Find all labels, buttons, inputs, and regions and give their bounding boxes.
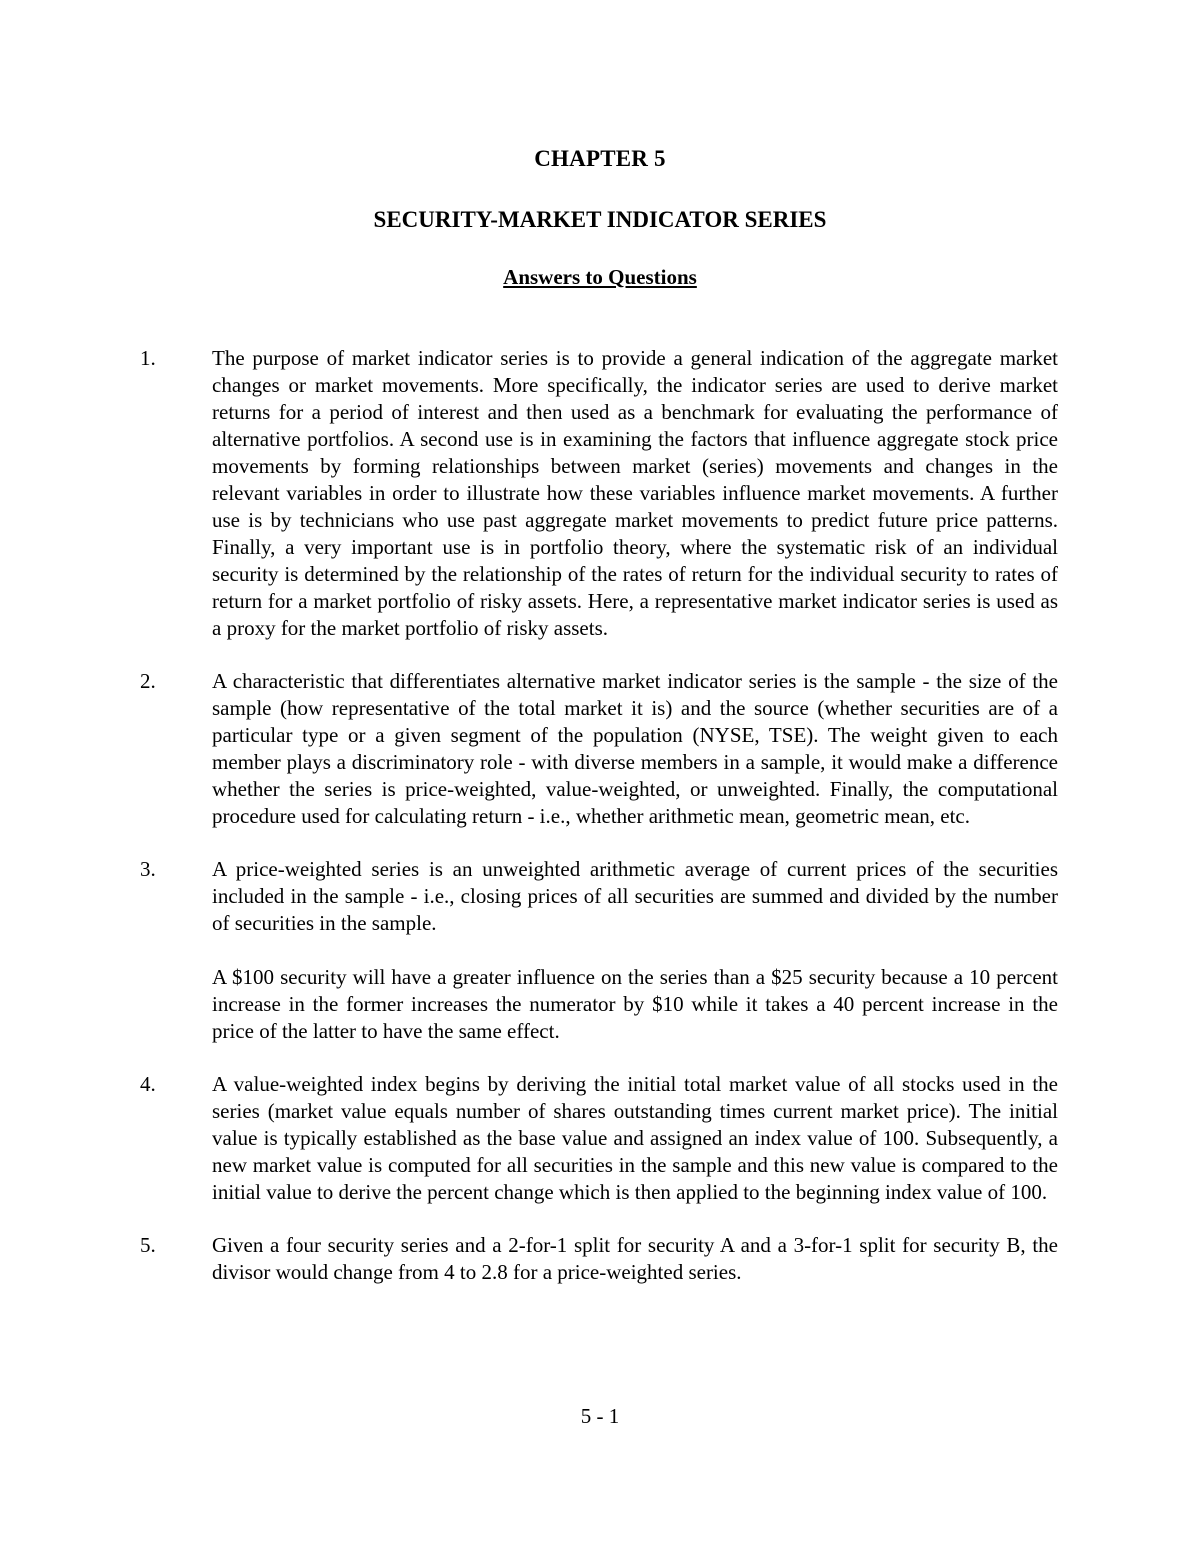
chapter-title: CHAPTER 5 <box>534 146 666 171</box>
answer-paragraph: A $100 security will have a greater influence on the series than a $25 security because a 10 percent increase in the former increases the numerator by $10 while it takes a 40 percent increase in the price of the latter to have the same effect. <box>212 965 1058 1043</box>
section-heading: Answers to Questions <box>503 265 697 289</box>
answer-item <box>140 856 1058 1045</box>
answer-item <box>140 345 1058 642</box>
answer-body <box>212 668 1058 830</box>
answer-item <box>140 668 1058 830</box>
answer-body <box>212 1232 1058 1286</box>
answer-number: 2. <box>140 669 156 693</box>
answer-paragraph: The purpose of market indicator series is to provide a general indication of the aggregate market changes or market movements. More specifically, the indicator series are used to derive market returns for a period of interest and then used as a benchmark for evaluating the performance of alternative portfolios. A second use is in examining the factors that influence aggregate stock price movements by forming relationships between market (series) movements and changes in the relevant variables in order to illustrate how these variables influence market movements. A further use is by technicians who use past aggregate market movements to predict future price patterns. Finally, a very important use is in portfolio theory, where the systematic risk of an individual security is determined by the relationship of the rates of return for the individual security to rates of return for a market portfolio of risky assets. Here, a representative market indicator series is used as a proxy for the market portfolio of risky assets. <box>212 346 1058 640</box>
answer-item <box>140 1071 1058 1206</box>
answer-paragraph: A price-weighted series is an unweighted arithmetic average of current prices of the securities included in the sample - i.e., closing prices of all securities are summed and divided by the number of securities in the sample. <box>212 857 1058 935</box>
answers-list <box>140 345 1058 1312</box>
answer-body <box>212 1071 1058 1206</box>
answer-item <box>140 1232 1058 1286</box>
answer-number: 5. <box>140 1233 156 1257</box>
page-number: 5 - 1 <box>580 1404 620 1428</box>
answer-number: 3. <box>140 857 156 881</box>
answer-number: 1. <box>140 346 156 370</box>
answer-number: 4. <box>140 1072 156 1096</box>
answer-paragraph: A characteristic that differentiates alternative market indicator series is the sample - the size of the sample (how representative of the total market it is) and the source (whether securities are of a particular type or a given segment of the population (NYSE, TSE). The weight given to each member plays a discriminatory role - with diverse members in a sample, it would make a difference whether the series is price-weighted, value-weighted, or unweighted. Finally, the computational procedure used for calculating return - i.e., whether arithmetic mean, geometric mean, etc. <box>212 669 1058 828</box>
answer-paragraph: Given a four security series and a 2-for-1 split for security A and a 3-for-1 split for security B, the divisor would change from 4 to 2.8 for a price-weighted series. <box>212 1233 1058 1284</box>
chapter-subtitle: SECURITY-MARKET INDICATOR SERIES <box>373 207 827 232</box>
answer-body <box>212 345 1058 642</box>
answer-body <box>212 856 1058 1045</box>
answer-paragraph: A value-weighted index begins by deriving the initial total market value of all stocks used in the series (market value equals number of shares outstanding times current market price). The initial value is typically established as the base value and assigned an index value of 100. Subsequently, a new market value is computed for all securities in the sample and this new value is compared to the initial value to derive the percent change which is then applied to the beginning index value of 100. <box>212 1072 1058 1204</box>
